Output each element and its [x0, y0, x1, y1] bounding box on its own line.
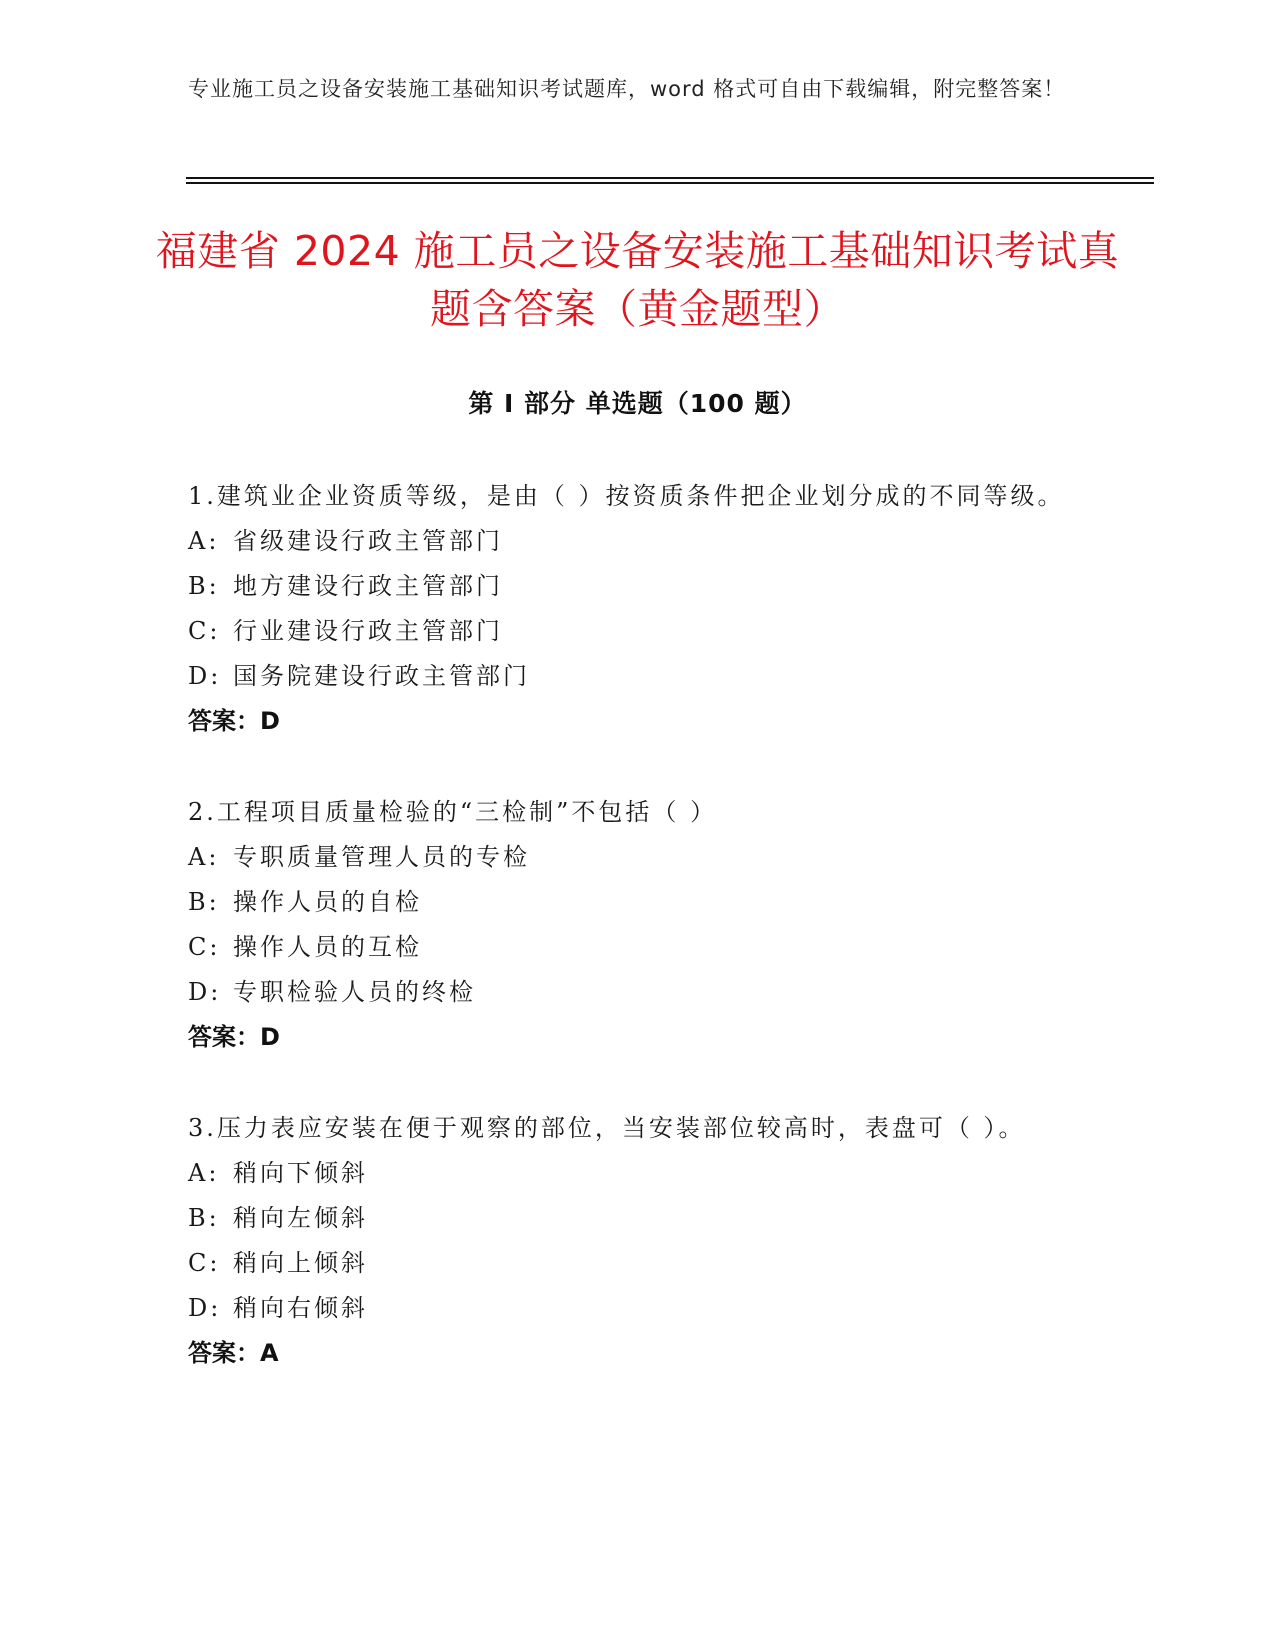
question-stem: 3.压力表应安装在便于观察的部位，当安装部位较高时，表盘可（ ）。	[188, 1114, 1026, 1142]
option-b	[188, 1196, 1068, 1241]
option-text: 专职检验人员的终检	[233, 978, 476, 1006]
question-list	[188, 473, 1068, 1421]
option-text: 国务院建设行政主管部门	[233, 662, 530, 690]
option-key: C:	[188, 1249, 221, 1277]
option-text: 稍向左倾斜	[233, 1204, 368, 1232]
option-key: D:	[188, 978, 222, 1006]
option-text: 操作人员的自检	[233, 888, 422, 916]
option-c	[188, 1241, 1068, 1286]
option-c	[188, 925, 1068, 970]
option-key: B:	[188, 888, 220, 916]
answer: 答案：D	[188, 707, 280, 735]
option-text: 专职质量管理人员的专检	[233, 843, 530, 871]
option-a	[188, 835, 1068, 880]
option-text: 稍向下倾斜	[233, 1159, 368, 1187]
option-a	[188, 519, 1068, 564]
question-2	[188, 789, 1068, 1060]
header-divider-bottom	[186, 182, 1154, 184]
option-key: A:	[188, 843, 220, 871]
option-b	[188, 880, 1068, 925]
section-title: 第 I 部分 单选题（100 题）	[468, 389, 807, 418]
option-d	[188, 654, 1068, 699]
option-d	[188, 1286, 1068, 1331]
option-text: 地方建设行政主管部门	[233, 572, 503, 600]
option-text: 行业建设行政主管部门	[233, 617, 503, 645]
header-note: 专业施工员之设备安装施工基础知识考试题库，word 格式可自由下载编辑，附完整答案！	[188, 77, 1066, 101]
question-3	[188, 1105, 1068, 1376]
option-key: A:	[188, 1159, 220, 1187]
question-stem: 2.工程项目质量检验的“三检制”不包括（ ）	[188, 798, 718, 826]
option-key: B:	[188, 1204, 220, 1232]
option-d	[188, 970, 1068, 1015]
option-text: 操作人员的互检	[233, 933, 422, 961]
option-c	[188, 609, 1068, 654]
option-key: C:	[188, 617, 221, 645]
answer: 答案：A	[188, 1339, 279, 1367]
option-key: D:	[188, 662, 222, 690]
option-key: D:	[188, 1294, 222, 1322]
option-key: C:	[188, 933, 221, 961]
option-text: 省级建设行政主管部门	[233, 527, 503, 555]
option-key: B:	[188, 572, 220, 600]
option-text: 稍向上倾斜	[233, 1249, 368, 1277]
option-key: A:	[188, 527, 220, 555]
option-text: 稍向右倾斜	[233, 1294, 368, 1322]
document-title: 福建省 2024 施工员之设备安装施工基础知识考试真题含答案（黄金题型）	[155, 227, 1120, 333]
option-b	[188, 564, 1068, 609]
question-stem: 1.建筑业企业资质等级，是由（ ）按资质条件把企业划分成的不同等级。	[188, 482, 1065, 510]
option-a	[188, 1151, 1068, 1196]
header-divider-top	[186, 177, 1154, 179]
question-1	[188, 473, 1068, 744]
answer: 答案：D	[188, 1023, 280, 1051]
